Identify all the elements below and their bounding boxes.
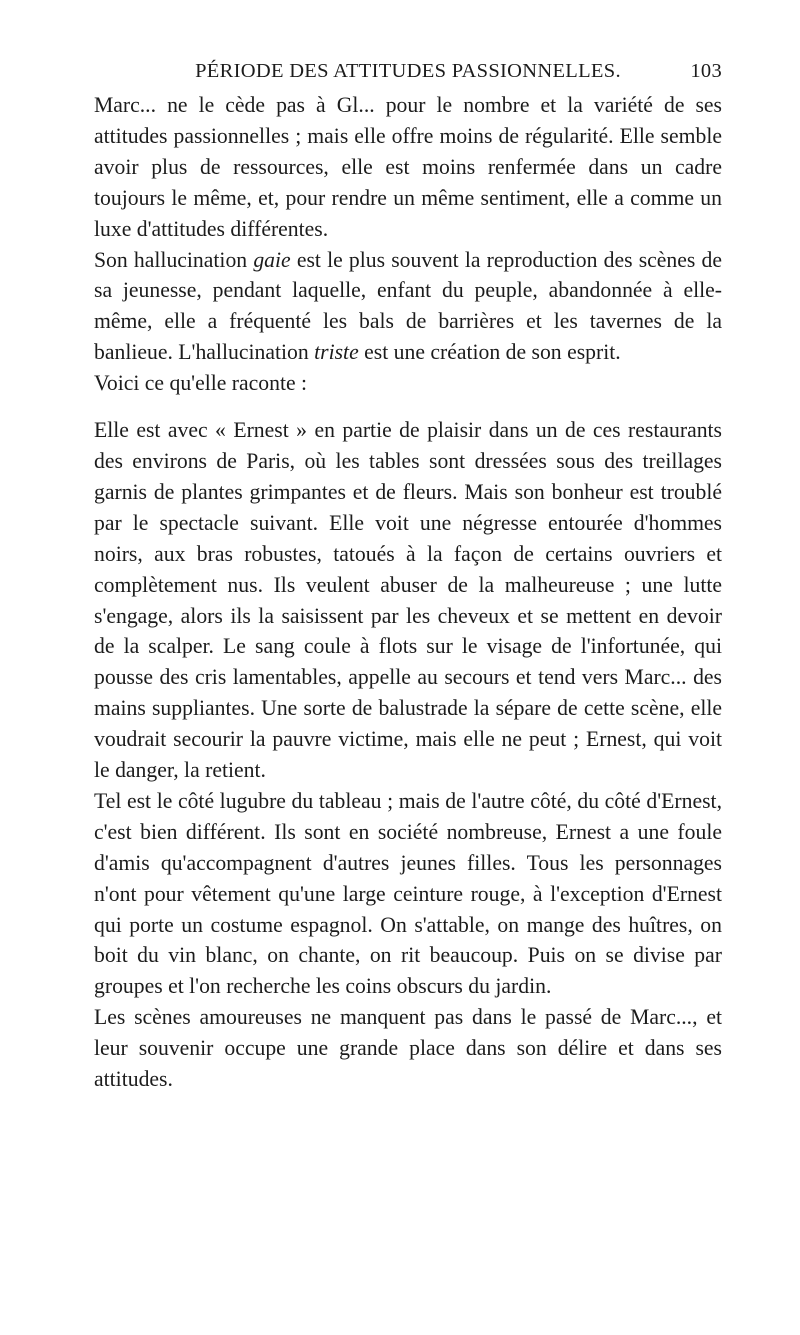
paragraph-2-text-b: est le plus souvent la reproduction des scènes de sa jeunesse, pendant laquelle, enfant du peuple, abandonnée à elle-même, elle a fréquenté les bals de barrières et les tavernes de la banlieue. L'hallucination xyxy=(94,247,722,365)
running-head xyxy=(94,60,722,90)
paragraph-3 xyxy=(94,368,722,399)
paragraph-4 xyxy=(94,415,722,786)
paragraph-4-text: Elle est avec « Ernest » en partie de plaisir dans un de ces restaurants des environs de Paris, où les tables sont dressées sous des treillages garnis de plantes grimpantes et de fleurs. Mais son bonheur est troublé par le spectacle suivant. Elle voit une négresse entourée d'hommes noirs, aux bras robustes, tatoués à la façon de certains ouvriers et complètement nus. Ils veulent abuser de la malheureuse ; une lutte s'engage, alors ils la saisissent par les cheveux et se mettent en devoir de la scalper. Le sang coule à flots sur le visage de l'infortunée, qui pousse des cris lamentables, appelle au secours et tend vers Marc... des mains suppliantes. Une sorte de balustrade la sépare de cette scène, elle voudrait secourir la pauvre victime, mais elle ne peut ; Ernest, qui voit le danger, la retient. xyxy=(94,418,722,783)
running-title: PÉRIODE DES ATTITUDES PASSIONNELLES. xyxy=(195,60,621,82)
page-number: 103 xyxy=(690,60,722,82)
paragraph-2 xyxy=(94,245,722,369)
body-text xyxy=(94,90,722,1095)
paragraph-5 xyxy=(94,786,722,1002)
emphasis-triste: triste xyxy=(314,340,359,365)
paragraph-2-text-c: est une création de son esprit. xyxy=(358,340,621,365)
paragraph-1 xyxy=(94,90,722,245)
paragraph-6 xyxy=(94,1002,722,1095)
paragraph-3-text: Voici ce qu'elle raconte : xyxy=(94,371,308,396)
emphasis-gaie: gaie xyxy=(253,247,291,272)
paragraph-6-text: Les scènes amoureuses ne manquent pas dans le passé de Marc..., et leur souvenir occupe une grande place dans son délire et dans ses attitudes. xyxy=(94,1005,722,1092)
paragraph-5-text: Tel est le côté lugubre du tableau ; mais de l'autre côté, du côté d'Ernest, c'est bien différent. Ils sont en société nombreuse, Ernest a une foule d'amis qu'accompagnent d'autres jeunes filles. Tous les personnages n'ont pour vêtement qu'une large ceinture rouge, à l'exception d'Ernest qui porte un costume espagnol. On s'attable, on mange des huîtres, on boit du vin blanc, on chante, on rit beaucoup. Puis on se divise par groupes et l'on recherche les coins obscurs du jardin. xyxy=(94,788,722,999)
paragraph-1-text: Marc... ne le cède pas à Gl... pour le nombre et la variété de ses attitudes passionnelles ; mais elle offre moins de régularité. Elle semble avoir plus de ressources, elle est moins renfermée dans un cadre toujours le même, et, pour rendre un même sentiment, elle a comme un luxe d'attitudes différentes. xyxy=(94,93,722,241)
paragraph-2-text-a: Son hallucination xyxy=(94,247,254,272)
